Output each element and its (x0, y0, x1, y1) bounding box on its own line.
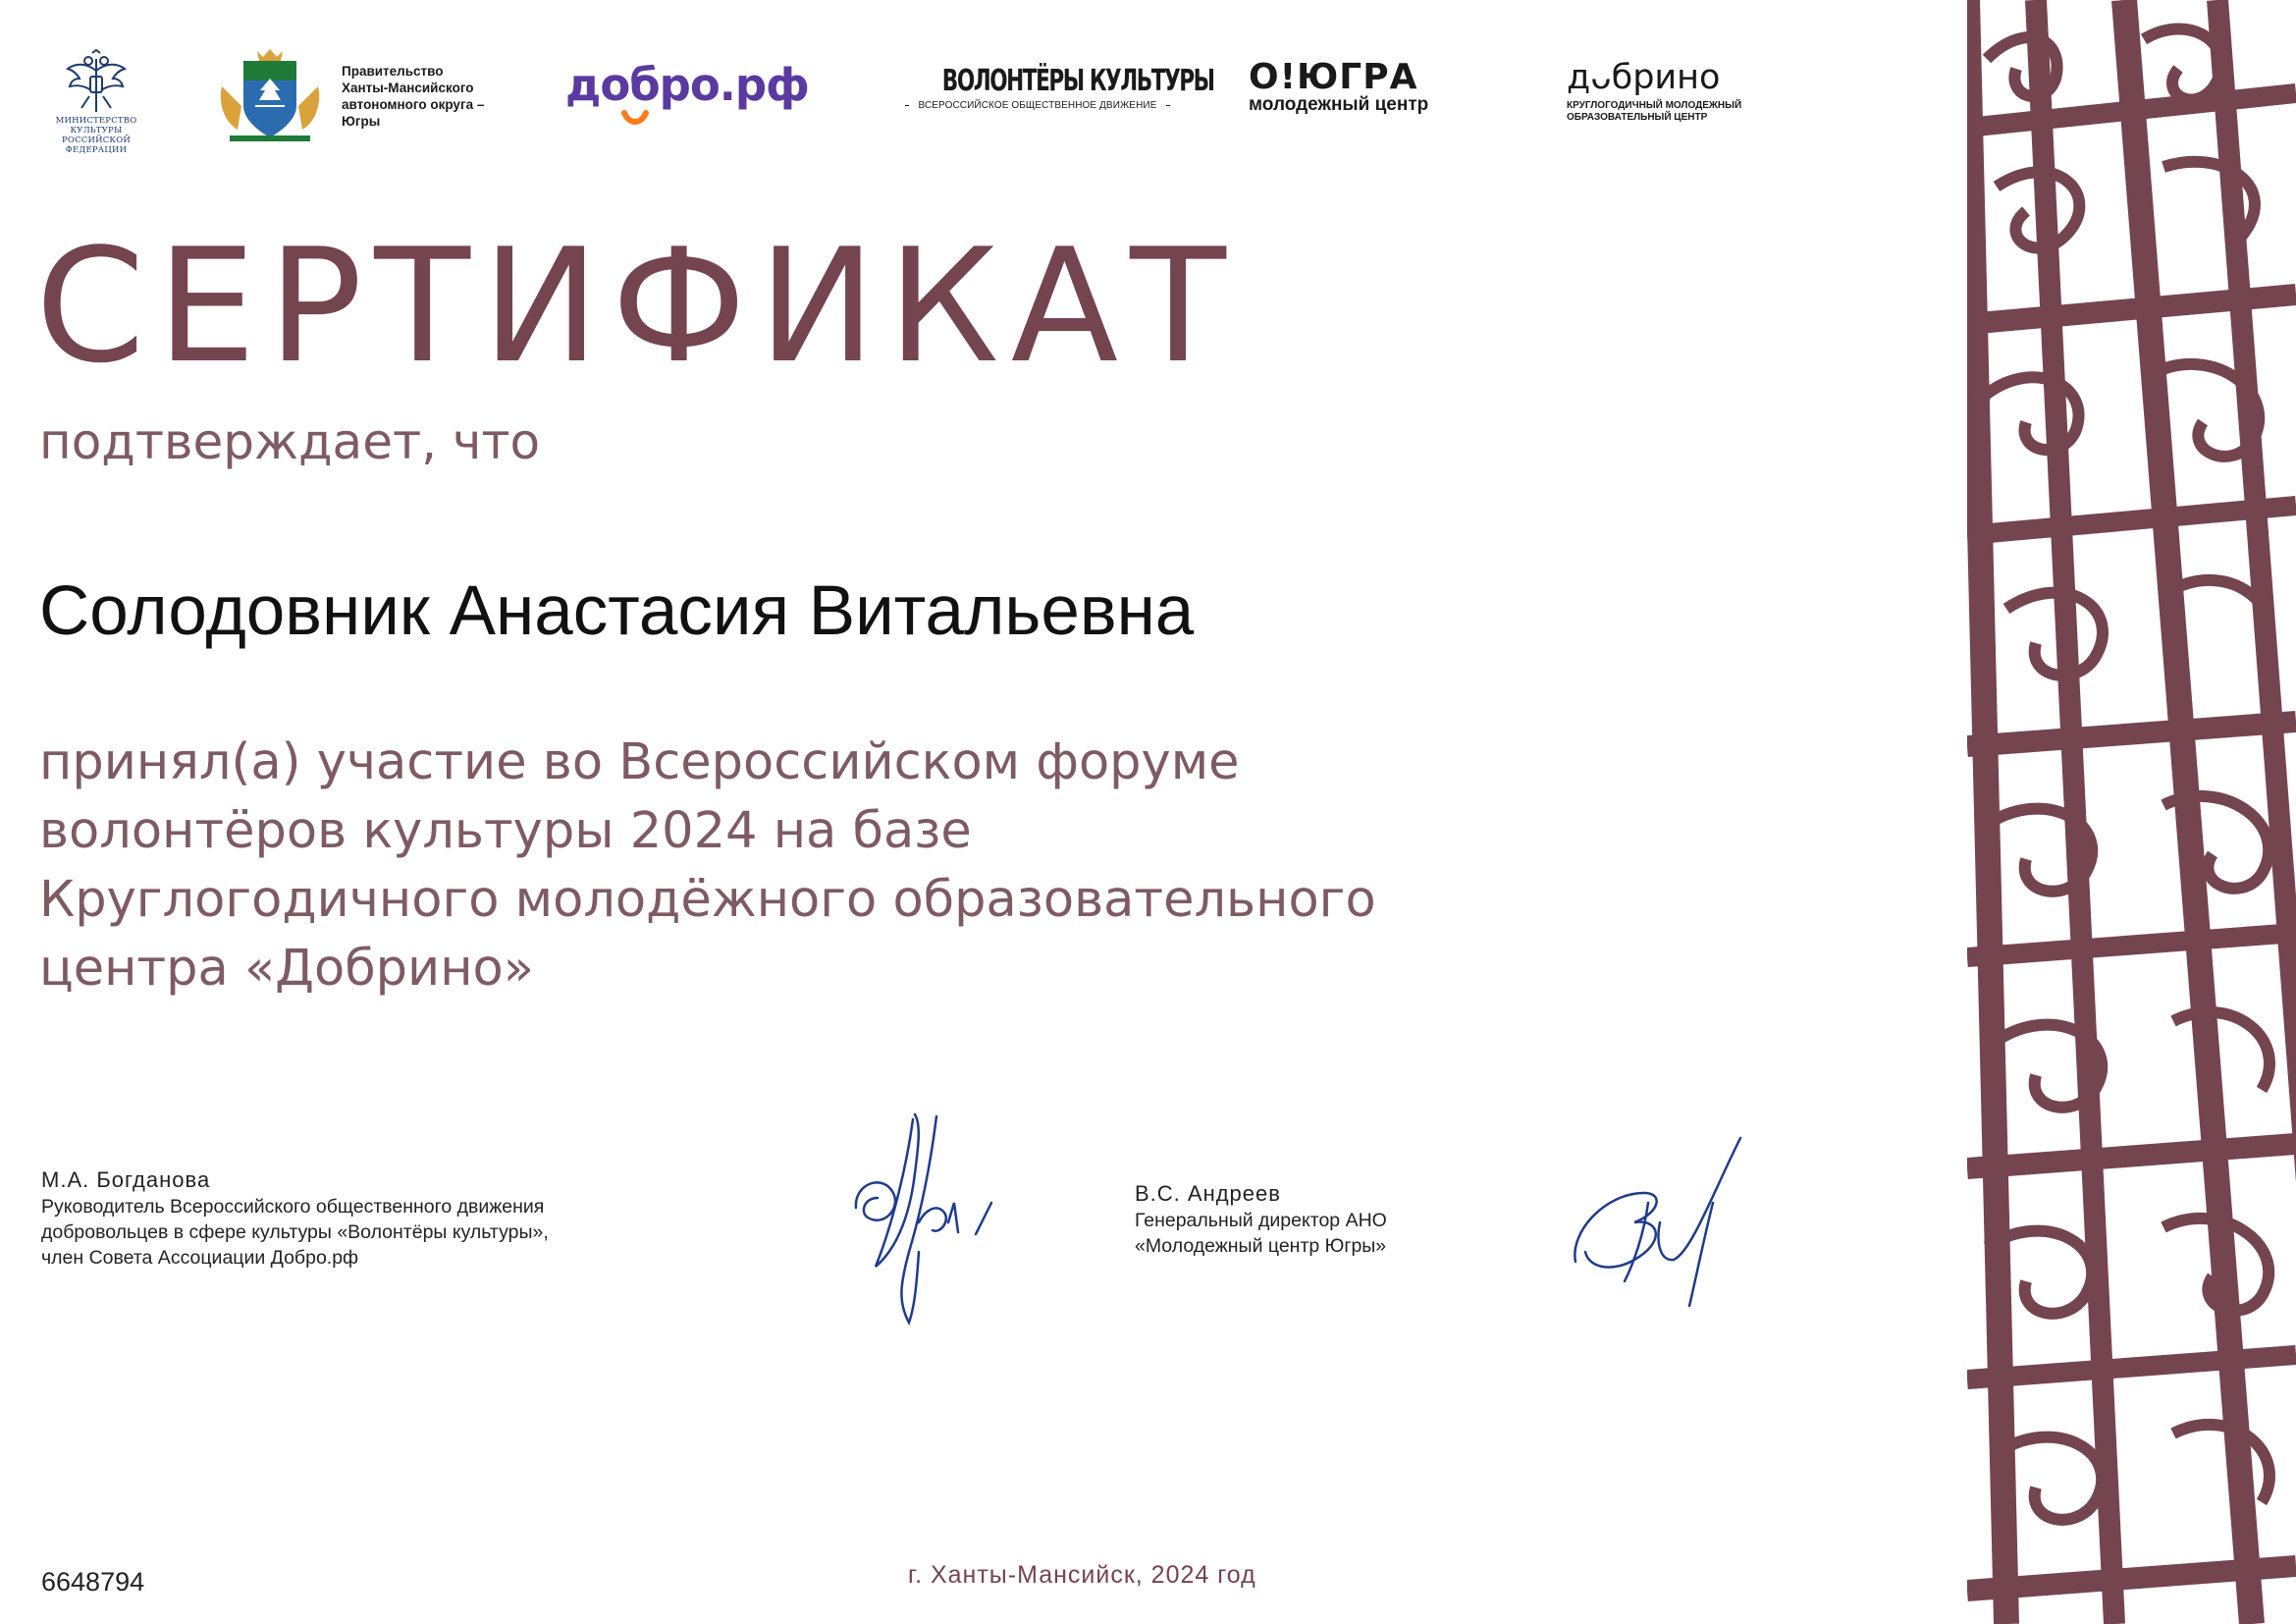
signer-role-line: член Совета Ассоциации Добро.рф (41, 1247, 359, 1269)
youth-center-ugra-logo (1249, 59, 1428, 116)
heart-smile-icon (621, 110, 649, 128)
signature-bogdanova (854, 1105, 1011, 1330)
decorative-lattice-pattern (1967, 0, 2296, 1624)
signer-role-line: «Молодежный центр Югры» (1135, 1235, 1387, 1257)
signer-bogdanova (41, 1166, 549, 1271)
participation-line: Круглогодичного молодёжного образовательного (39, 871, 1376, 929)
participation-line: волонтёров культуры 2024 на базе (39, 802, 972, 860)
hmao-government-logo (216, 47, 510, 145)
certificate-title: СЕРТИФИКАТ (35, 214, 1238, 398)
hmao-caption: Правительство Ханты-Мансийского автономного округа – Югры (342, 64, 485, 129)
hmao-coat-of-arms-icon (216, 47, 324, 145)
signer-role-line: Руководитель Всероссийского общественного движения (41, 1196, 545, 1218)
volunteers-subtitle: ВСЕРОССИЙСКОЕ ОБЩЕСТВЕННОЕ ДВИЖЕНИЕ (905, 100, 1170, 111)
place-and-year: г. Ханты-Мансийск, 2024 год (908, 1561, 1256, 1589)
participation-text (39, 729, 1904, 1003)
dobro-rf-logo (565, 59, 809, 111)
signature-andreev (1566, 1134, 1762, 1311)
recipient-name: Солодовник Анастасия Витальевна (39, 572, 1195, 650)
double-headed-eagle-icon (62, 49, 131, 114)
certificate-number: 6648794 (41, 1567, 145, 1597)
ministry-caption: МИНИСТЕРСТВО КУЛЬТУРЫ РОССИЙСКОЙ ФЕДЕРАЦИИ (55, 116, 137, 155)
signer-role-line: добровольцев в сфере культуры «Волонтёры культуры», (41, 1221, 549, 1243)
signer-name: М.А. Богданова (41, 1167, 211, 1192)
volunteers-of-culture-logo (905, 63, 1214, 111)
certificate-subtitle: подтверждает, что (39, 413, 541, 470)
ministry-culture-logo (37, 49, 155, 155)
participation-line: принял(а) участие во Всероссийском форуме (39, 733, 1240, 791)
participation-line: центра «Добрино» (39, 940, 534, 998)
signer-name: В.С. Андреев (1135, 1181, 1281, 1206)
ugra-subtitle: молодежный центр (1249, 94, 1429, 115)
volunteers-title: ВОЛОНТЁРЫ КУЛЬТУРЫ (941, 64, 1214, 98)
dobro-rf-text: добро.рф (565, 59, 809, 111)
signer-role-line: Генеральный директор АНО (1135, 1210, 1387, 1231)
signer-andreev (1135, 1180, 1387, 1259)
dobrino-title: дᴗбрино (1567, 58, 1721, 97)
dobrino-logo (1567, 59, 1741, 124)
dobrino-subtitle: КРУГЛОГОДИЧНЫЙ МОЛОДЕЖНЫЙ ОБРАЗОВАТЕЛЬНЫЙ ЦЕНТР (1567, 100, 1742, 123)
ugra-title: О!ЮГРА (1249, 57, 1418, 97)
